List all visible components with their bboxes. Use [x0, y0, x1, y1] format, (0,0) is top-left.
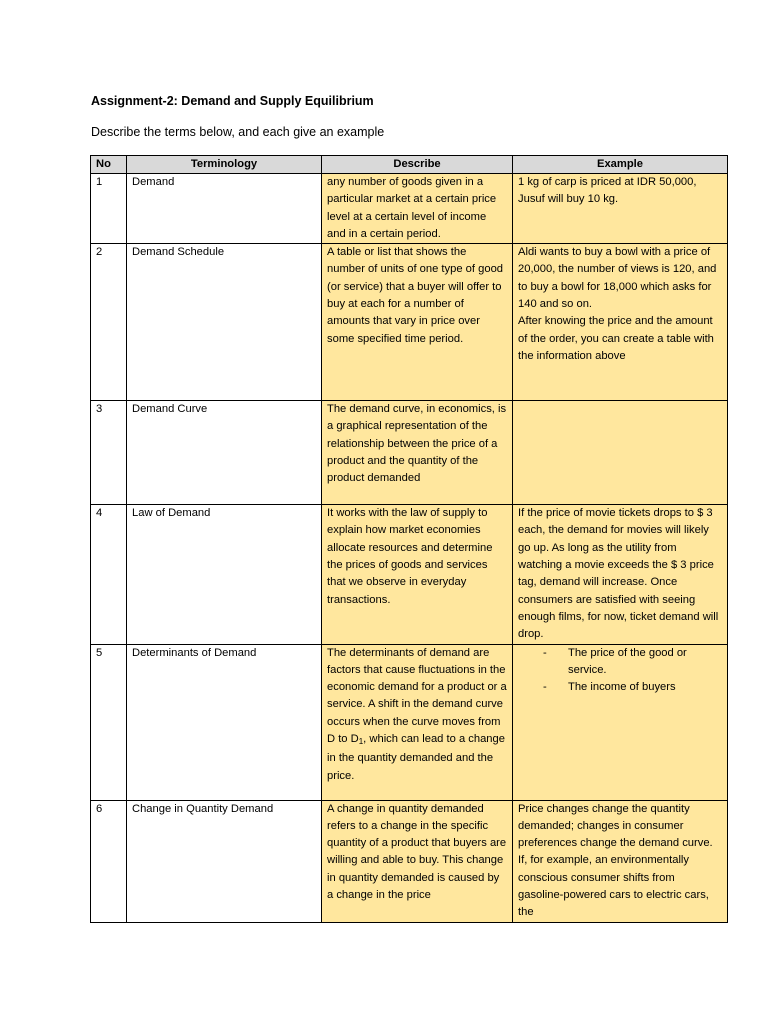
example-paragraph: After knowing the price and the amount of the order, you can create a table with the information above — [518, 315, 714, 362]
table-header-row — [91, 156, 728, 174]
row-example — [513, 244, 728, 401]
row-description: A change in quantity demanded refers to a change in the specific quantity of a product that buyers are willing and able to buy. This change in quantity demanded is caused by a change in the price — [322, 800, 513, 922]
row-example — [513, 401, 728, 505]
row-number: 4 — [91, 505, 127, 644]
header-example: Example — [513, 156, 728, 174]
header-terminology: Terminology — [127, 156, 322, 174]
row-term: Law of Demand — [127, 505, 322, 644]
table-row — [91, 644, 728, 800]
row-description: It works with the law of supply to explain how market economies allocate resources and determine the prices of goods and services that we observe in everyday transactions. — [322, 505, 513, 644]
row-example: Price changes change the quantity demanded; changes in consumer preferences change the demand curve. If, for example, an environmentally conscious consumer shifts from gasoline-powered cars to electric cars, the — [513, 800, 728, 922]
subscript: 1 — [358, 737, 364, 747]
description-text: , which can lead to a change in the quantity demanded and the price. — [327, 733, 505, 782]
row-number: 5 — [91, 644, 127, 800]
table-row — [91, 174, 728, 244]
list-item: - The price of the good or service. — [518, 645, 722, 680]
table-row — [91, 244, 728, 401]
table-row — [91, 800, 728, 922]
table-row — [91, 505, 728, 644]
row-term: Demand Curve — [127, 401, 322, 505]
row-description — [322, 644, 513, 800]
row-number: 2 — [91, 244, 127, 401]
example-paragraph: Aldi wants to buy a bowl with a price of 20,000, the number of views is 120, and to buy a bowl for 18,000 which asks for 140 and so on. — [518, 246, 717, 311]
row-number: 6 — [91, 800, 127, 922]
row-description: any number of goods given in a particular market at a certain price level at a certain level of income and in a certain period. — [322, 174, 513, 244]
row-number: 1 — [91, 174, 127, 244]
table-row — [91, 401, 728, 505]
row-example — [513, 644, 728, 800]
row-example: 1 kg of carp is priced at IDR 50,000, Jusuf will buy 10 kg. — [513, 174, 728, 244]
row-term: Demand Schedule — [127, 244, 322, 401]
row-term: Determinants of Demand — [127, 644, 322, 800]
row-description: The demand curve, in economics, is a graphical representation of the relationship between the price of a product and the quantity of the product demanded — [322, 401, 513, 505]
header-describe: Describe — [322, 156, 513, 174]
row-example: If the price of movie tickets drops to $ 3 each, the demand for movies will likely go up. As long as the utility from watching a movie exceeds the $ 3 price tag, demand will increase. Once consumers are satisfied with seeing enough films, for now, ticket demand will drop. — [513, 505, 728, 644]
list-item: - The income of buyers — [518, 679, 722, 696]
row-number: 3 — [91, 401, 127, 505]
example-bullet-list — [518, 645, 722, 697]
header-no: No — [91, 156, 127, 174]
row-description: A table or list that shows the number of units of one type of good (or service) that a buyer will offer to buy at each for a number of amounts that vary in price over some specified time period. — [322, 244, 513, 401]
instruction-text: Describe the terms below, and each give an example — [91, 125, 385, 139]
description-text: The determinants of demand are factors that cause fluctuations in the economic demand for a product or a service. A shift in the demand curve occurs when the curve moves from D to D — [327, 646, 507, 746]
document-title: Assignment-2: Demand and Supply Equilibrium — [91, 94, 374, 108]
row-term: Change in Quantity Demand — [127, 800, 322, 922]
row-term: Demand — [127, 174, 322, 244]
terminology-table — [90, 155, 728, 923]
